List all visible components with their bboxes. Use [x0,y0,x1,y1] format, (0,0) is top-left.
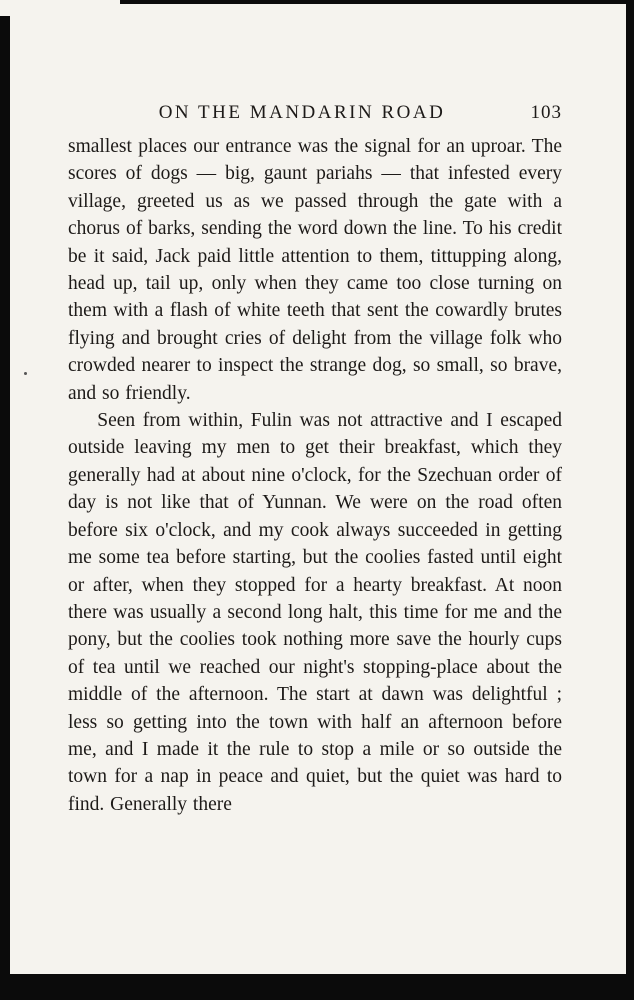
book-page [10,4,626,974]
chapter-title: ON THE MANDARIN ROAD [158,102,446,123]
body-text [68,133,562,818]
scan-artifact [24,372,27,375]
page-number: 103 [530,102,562,123]
page-content [10,4,626,818]
paragraph-continuation: smallest places our entrance was the signal for an uproar. The scores of dogs — big, gaunt pariahs — that infested every village, greeted us as we passed through the gate with a chorus of barks, sending the word down the line. To his credit be it said, Jack paid little attention to them, tittupping along, head up, tail up, only when they came too close turning on them with a flash of white teeth that sent the cowardly brutes flying and brought cries of delight from the village folk who crowded nearer to inspect the strange dog, so small, so brave, and so friendly. [68,136,562,404]
paragraph: Seen from within, Fulin was not attractive and I escaped outside leaving my men to get their breakfast, which they generally had at about nine o'clock, for the Szechuan order of day is not like that of Yunnan. We were on the road often before six o'clock, and my cook always succeeded in getting me some tea before starting, but the coolies fasted until eight or after, when they stopped for a hearty breakfast. At noon there was usually a second long halt, this time for me and the pony, but the coolies took nothing more save the hourly cups of tea until we reached our night's stopping-place about the middle of the afternoon. The start at dawn was delightful ; less so getting into the town with half an afternoon before me, and I made it the rule to stop a mile or so outside the town for a nap in peace and quiet, but the quiet was hard to find. Generally there [68,410,562,815]
running-header [68,102,562,124]
